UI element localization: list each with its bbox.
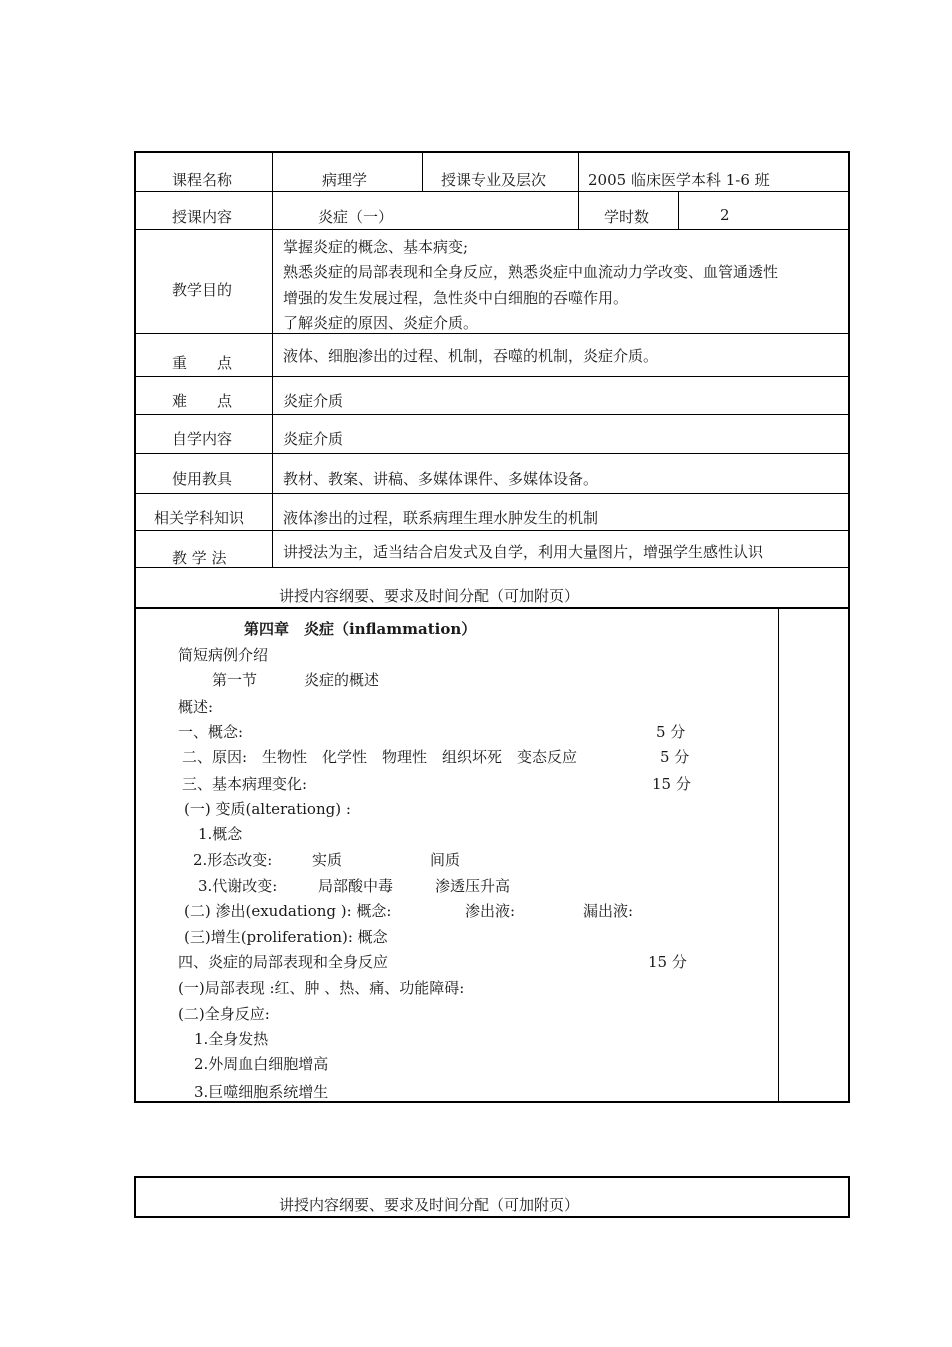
local-manifestations: (一)局部表现 :红、肿 、热、痛、功能障碍:	[178, 979, 465, 997]
method-label: 教 学 法	[172, 549, 227, 567]
section-number: 第一节	[212, 671, 258, 689]
continuation-header: 讲授内容纲要、要求及时间分配（可加附页）	[279, 1196, 580, 1214]
hours-label: 学时数	[604, 208, 650, 226]
course-name-label: 课程名称	[172, 171, 233, 189]
concept-time: 5 分	[656, 723, 686, 741]
key-points-value: 液体、细胞渗出的过程、机制，吞噬的机制，炎症介质。	[283, 347, 659, 365]
key-points-label: 重 点	[172, 354, 233, 372]
content-value: 炎症（一）	[318, 208, 394, 226]
related-value: 液体渗出的过程，联系病理生理水肿发生的机制	[283, 509, 599, 527]
outline-header: 讲授内容纲要、要求及时间分配（可加附页）	[279, 587, 580, 605]
systemic-item: 1.全身发热	[194, 1030, 269, 1048]
basic-changes: 三、基本病理变化:	[182, 775, 308, 793]
case-intro: 简短病例介绍	[178, 646, 269, 664]
self-study-value: 炎症介质	[283, 430, 344, 448]
systemic-item: 3.巨噬细胞系统增生	[194, 1083, 329, 1101]
causes-time: 5 分	[660, 748, 690, 766]
transudate: 漏出液:	[583, 902, 634, 920]
systemic-item: 2.外周血白细胞增高	[194, 1055, 329, 1073]
basic-changes-time: 15 分	[652, 775, 691, 793]
alteration-item: 2.形态改变:	[193, 851, 273, 869]
exudation: (二) 渗出(exudationg ): 概念:	[184, 902, 392, 920]
objectives-label: 教学目的	[172, 281, 233, 299]
causes: 二、原因: 生物性 化学性 物理性 组织坏死 变态反应	[182, 748, 578, 766]
exudate: 渗出液:	[465, 902, 516, 920]
overview: 概述:	[178, 698, 214, 716]
chapter-title: 第四章 炎症（inflammation）	[244, 620, 477, 638]
alteration-item: 局部酸中毒	[318, 877, 394, 895]
alteration-item: 间质	[430, 851, 461, 869]
major-label: 授课专业及层次	[441, 171, 547, 189]
manifestations: 四、炎症的局部表现和全身反应	[178, 953, 389, 971]
course-name-value: 病理学	[322, 171, 368, 189]
alteration-item: 1.概念	[198, 825, 243, 843]
difficult-value: 炎症介质	[283, 392, 344, 410]
tools-label: 使用教具	[172, 470, 233, 488]
self-study-label: 自学内容	[172, 430, 233, 448]
objective-line: 掌握炎症的概念、基本病变;	[283, 238, 469, 256]
proliferation: (三)增生(proliferation): 概念	[184, 928, 388, 946]
hours-value: 2	[720, 206, 730, 224]
alteration: (一) 变质(alterationg) :	[184, 800, 351, 818]
alteration-item: 3.代谢改变:	[198, 877, 278, 895]
major-value: 2005 临床医学本科 1-6 班	[588, 171, 770, 189]
objective-line: 增强的发生发展过程，急性炎中白细胞的吞噬作用。	[283, 289, 629, 307]
tools-value: 教材、教案、讲稿、多媒体课件、多媒体设备。	[283, 470, 599, 488]
difficult-label: 难 点	[172, 392, 233, 410]
content-label: 授课内容	[172, 208, 233, 226]
section-title: 炎症的概述	[304, 671, 380, 689]
objective-line: 熟悉炎症的局部表现和全身反应，熟悉炎症中血流动力学改变、血管通透性	[283, 263, 779, 281]
method-value: 讲授法为主，适当结合启发式及自学，利用大量图片，增强学生感性认识	[283, 543, 764, 561]
manifestations-time: 15 分	[648, 953, 687, 971]
systemic-reaction: (二)全身反应:	[178, 1005, 270, 1023]
alteration-item: 实质	[312, 851, 343, 869]
objective-line: 了解炎症的原因、炎症介质。	[283, 314, 479, 332]
concept: 一、概念:	[178, 723, 244, 741]
alteration-item: 渗透压升高	[435, 877, 511, 895]
related-label: 相关学科知识	[154, 509, 245, 527]
